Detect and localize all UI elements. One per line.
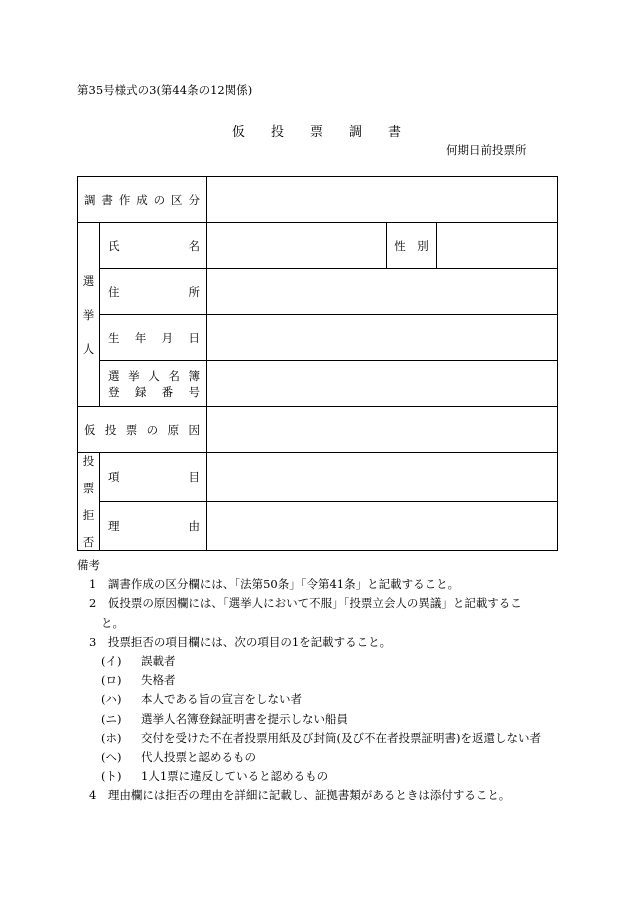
form-number: 第35号様式の3(第44条の12関係) [77,83,253,97]
name-label [100,223,207,269]
category-label-char: の [153,192,166,207]
sub-item-text: 本人である旨の宣言をしない者 [141,692,302,707]
sub-item-mark: (イ) [101,654,122,669]
reason-label-char: 理 [108,519,120,533]
provisional-reason-field[interactable] [207,407,558,453]
birthdate-label-char: 生 [108,330,120,345]
provisional-reason-label-char: 原 [167,422,180,437]
remark-2-cont: と。 [101,615,124,630]
register-label-line1-char: 名 [168,368,180,383]
birthdate-label-char: 日 [188,330,200,345]
remarks-heading: 備考 [77,558,100,572]
remark-sub-item [101,729,541,748]
item-label-char: 項 [108,470,120,484]
birthdate-label [100,315,207,361]
sub-item-text: 1人1票に違反していると認めるもの [141,769,329,784]
category-label-char: 成 [136,192,148,207]
register-label-line2-char: 号 [188,384,200,399]
item-label [100,453,207,502]
register-label-line1-char: 選 [108,368,120,383]
register-label-line2-char: 録 [134,384,147,399]
refusal-reason-field[interactable] [207,502,558,551]
provisional-reason-label-char: 票 [125,422,138,437]
provisional-vote-form-table [77,176,558,551]
sub-item-mark: (ロ) [101,673,122,688]
sex-label: 性 別 [387,223,437,269]
reason-label [100,502,207,551]
remark-1: 1 調書作成の区分欄には、「法第50条」「令第41条」と記載すること。 [89,577,460,592]
remark-sub-item [101,767,541,786]
sub-item-text: 選挙人名簿登録証明書を提示しない船員 [141,711,348,726]
provisional-reason-label [78,407,207,453]
category-field[interactable] [207,177,558,223]
refusal-group-label-char: 投 [82,454,95,468]
category-label-char: 調 [84,192,96,207]
provisional-reason-label-char: 仮 [84,422,96,437]
sub-item-mark: (ヘ) [101,750,122,765]
category-label-char: 分 [188,192,200,207]
name-label-char: 名 [188,238,200,253]
register-label-line2-char: 登 [108,384,120,399]
category-label [78,177,207,223]
remark-4: 4 理由欄には拒否の理由を詳細に記載し、証拠書類があるときは添付すること。 [89,788,511,803]
category-label-char: 書 [101,192,113,207]
remark-sub-item [101,710,541,729]
item-label-char: 目 [188,470,200,484]
remark-sub-item [101,671,541,690]
remark-2: 2 仮投票の原因欄には、「選挙人において不服」「投票立会人の異議」と記載するこ [89,596,522,611]
refusal-group-label [78,453,100,551]
register-label-line1-char: 挙 [128,368,140,383]
register-number-label [100,361,207,407]
birthdate-label-char: 月 [161,330,174,345]
address-row [78,269,558,315]
sub-item-mark: (ハ) [101,692,122,707]
address-label [100,269,207,315]
register-number-field[interactable] [207,361,558,407]
voter-group-label-char: 挙 [82,307,95,322]
sub-item-text: 誤載者 [141,654,176,669]
remark-3-sub-items [77,652,541,786]
category-row [78,177,558,223]
birthdate-row [78,315,558,361]
address-label-char: 住 [108,284,120,299]
register-row [78,361,558,407]
register-label-line1-char: 人 [148,368,160,383]
remark-sub-item [101,748,541,767]
address-field[interactable] [207,269,558,315]
provisional-reason-label-char: の [146,422,159,437]
sub-item-mark: (ホ) [101,730,122,745]
provisional-reason-label-char: 因 [188,422,200,437]
reason-label-char: 由 [188,519,200,533]
category-label-char: 区 [171,192,183,207]
remark-sub-item [101,690,541,709]
provisional-reason-row [78,407,558,453]
refusal-group-label-char: 拒 [82,508,95,522]
refusal-item-field[interactable] [207,453,558,502]
voter-group-label [78,223,100,407]
register-label-line1-char: 簿 [188,368,200,383]
refusal-item-row [78,453,558,502]
remark-3: 3 投票拒否の項目欄には、次の項目の1を記載すること。 [89,634,392,649]
name-row [78,223,558,269]
remark-sub-item [101,652,541,671]
remarks-section [77,556,541,806]
provisional-reason-label-char: 投 [104,422,117,437]
sub-item-text: 代人投票と認めるもの [141,750,256,765]
polling-place: 何期日前投票所 [446,143,527,157]
name-label-char: 氏 [108,238,120,253]
address-label-char: 所 [188,284,200,299]
category-label-char: 作 [118,192,131,207]
sub-item-mark: (ニ) [101,711,122,726]
refusal-group-label-char: 否 [82,535,95,549]
sub-item-text: 失格者 [141,673,176,688]
refusal-group-label-char: 票 [82,481,95,495]
sex-field[interactable] [437,223,558,269]
name-field[interactable] [207,223,387,269]
birthdate-label-char: 年 [134,330,147,345]
register-label-line2-char: 番 [161,384,174,399]
birthdate-field[interactable] [207,315,558,361]
voter-group-label-char: 人 [82,341,95,356]
document-title: 仮 投 票 調 書 [232,125,402,140]
sub-item-text: 交付を受けた不在者投票用紙及び封筒(及び不在者投票証明書)を返還しない者 [141,730,541,745]
voter-group-label-char: 選 [82,273,95,288]
refusal-reason-row [78,502,558,551]
sub-item-mark: (ト) [101,769,122,784]
